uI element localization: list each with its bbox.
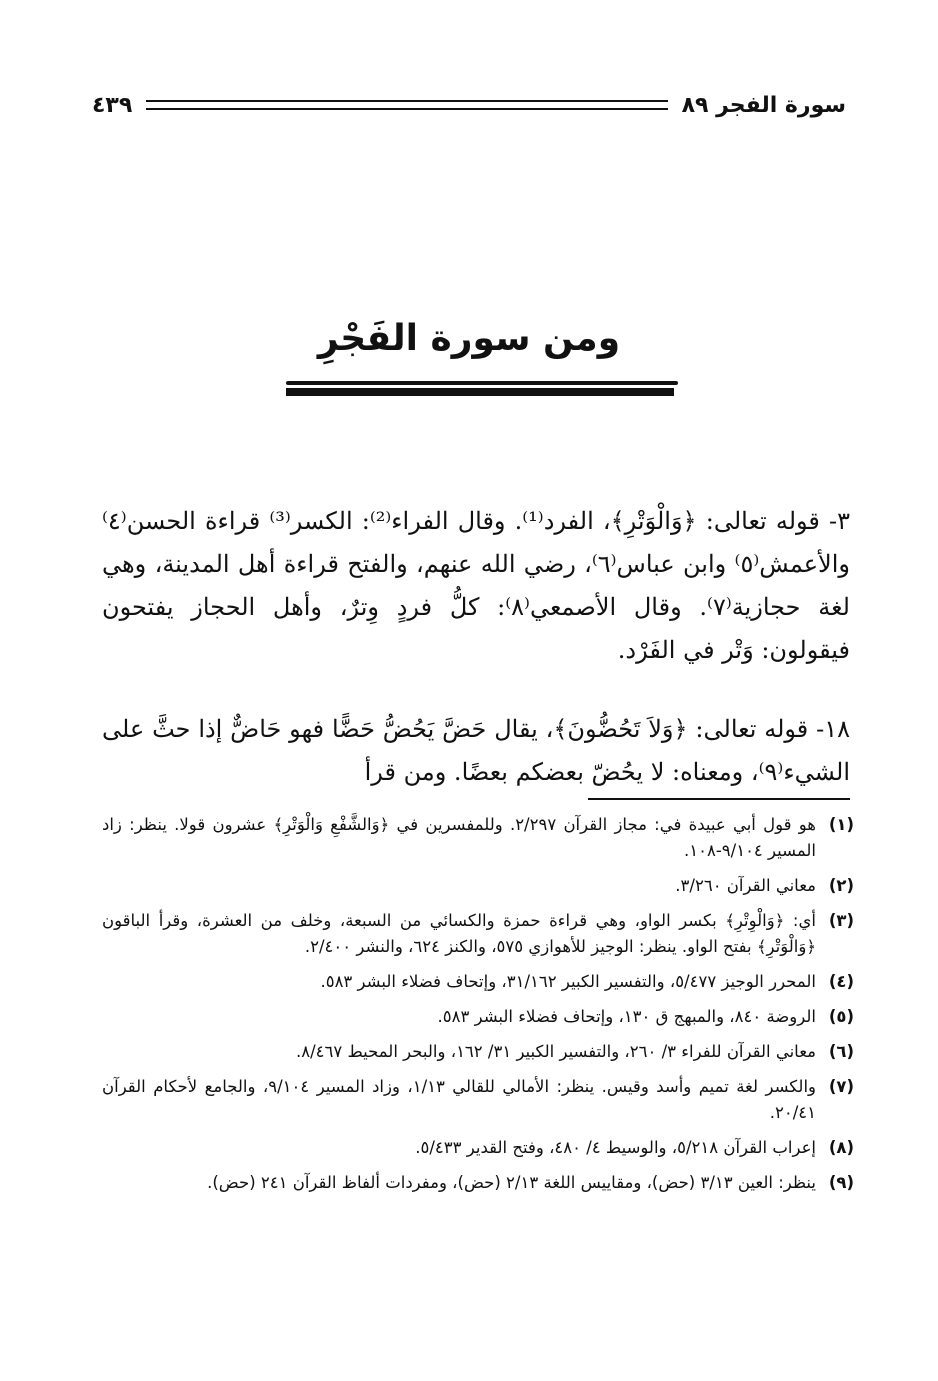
footnote-separator: [588, 798, 850, 800]
footnote-text: الروضة ٨٤٠، والمبهج ق ١٣٠، وإتحاف فضلاء البشر ٥٨٣.: [437, 1007, 816, 1026]
footnote-text: هو قول أبي عبيدة في: مجاز القرآن ٢/٢٩٧. وللمفسرين في ﴿وَالشَّفْعِ وَالْوَتْرِ﴾ عشرون قولا. ينظر: زاد المسير ٩/١٠٤-١٠٨.: [102, 815, 816, 860]
footnote-text: المحرر الوجيز ٥/٤٧٧، والتفسير الكبير ٣١/١٦٢، وإتحاف فضلاء البشر ٥٨٣.: [320, 972, 816, 991]
running-header-rule: [146, 100, 667, 110]
footnote-number: (٩): [828, 1173, 854, 1192]
surah-title: ومن سورة الفَجْرِ: [317, 318, 621, 359]
footnote-text: ينظر: العين ٣/١٣ (حض)، ومقاييس اللغة ٢/١٣ (حض)، ومفردات ألفاظ القرآن ٢٤١ (حض).: [207, 1173, 816, 1192]
footnote-number: (٧): [828, 1077, 854, 1096]
paragraph-text: ٣- قوله تعالى: ﴿وَالْوَتْرِ﴾، الفرد⁽¹⁾. وقال الفراء⁽²⁾: الكسر⁽³⁾ قراءة الحسن⁽٤⁾ والأعمش⁽٥⁾ وابن عباس⁽٦⁾، رضي الله عنهم، والفتح قراءة أهل المدينة، وهي لغة حجازية⁽٧⁾. وقال الأصمعي⁽٨⁾: كلُّ فردٍ وِترٌ، وأهل الحجاز يفتحون فيقولون: وَتْر في الفَرْد.: [102, 507, 851, 664]
footnote-number: (٥): [828, 1007, 854, 1026]
footnote-number: (٢): [828, 876, 854, 895]
title-rule-thin: [286, 381, 678, 385]
running-header-surah: سورة الفجر ٨٩: [681, 92, 846, 118]
footnote-item: [102, 969, 854, 995]
footnote-number: (٦): [828, 1042, 854, 1061]
footnote-item: [102, 908, 854, 960]
page-number: ٤٣٩: [92, 92, 133, 118]
footnote-text: إعراب القرآن ٥/٢١٨، والوسيط ٤/ ٤٨٠، وفتح القدير ٥/٤٣٣.: [415, 1138, 816, 1157]
footnote-item: [102, 1135, 854, 1161]
footnote-text: والكسر لغة تميم وأسد وقيس. ينظر: الأمالي للقالي ١/١٣، وزاد المسير ٩/١٠٤، والجامع لأحكام القرآن ٢٠/٤١.: [102, 1077, 816, 1122]
footnote-number: (٣): [828, 911, 854, 930]
footnote-text: أي: ﴿وَالْوِتْرِ﴾ بكسر الواو، وهي قراءة حمزة والكسائي من السبعة، وخلف من العشرة، وقرأ الباقون ﴿وَالْوَتْرِ﴾ بفتح الواو. ينظر: الوجيز للأهوازي ٥٧٥، والكنز ٦٢٤، والنشر ٢/٤٠٠.: [102, 911, 816, 956]
footnote-item: [102, 1039, 854, 1065]
footnote-text: معاني القرآن للفراء ٣/ ٢٦٠، والتفسير الكبير ٣١/ ١٦٢، والبحر المحيط ٨/٤٦٧.: [295, 1042, 816, 1061]
footnote-item: [102, 873, 854, 899]
footnote-number: (٨): [828, 1138, 854, 1157]
footnote-item: [102, 1170, 854, 1196]
footnote-text: معاني القرآن ٣/٢٦٠.: [675, 876, 816, 895]
footnotes: [102, 812, 854, 1205]
paragraph-text: ١٨- قوله تعالى: ﴿وَلاَ تَحُضُّونَ﴾، يقال حَضَّ يَحُضُّ حَضًّا فهو حَاضٌّ إذا حثَّ على الشيء⁽٩⁾، ومعناه: لا يحُضّ بعضكم بعضًا. ومن قرأ: [102, 715, 850, 786]
title-rule-thick: [286, 388, 674, 396]
footnote-item: [102, 1074, 854, 1126]
commentary-paragraph-verse-3: [102, 476, 850, 696]
title-ornament-rule: [286, 381, 678, 397]
footnote-number: (١): [828, 815, 854, 834]
running-header: [92, 88, 846, 122]
footnote-item: [102, 1004, 854, 1030]
footnote-item: [102, 812, 854, 864]
footnote-number: (٤): [828, 972, 854, 991]
